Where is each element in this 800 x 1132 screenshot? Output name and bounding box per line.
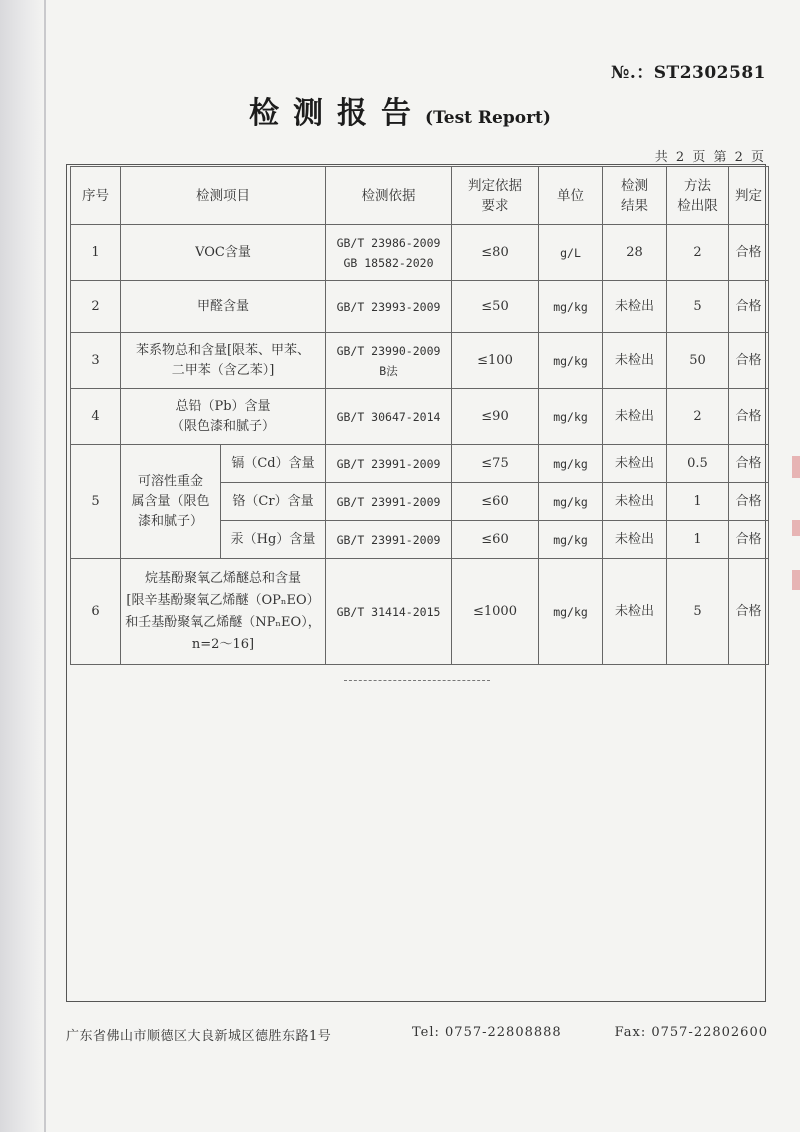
row-requirement: ≤1000 xyxy=(452,559,539,665)
row-result: 28 xyxy=(603,225,667,281)
row-seq: 2 xyxy=(71,281,121,333)
row-unit: mg/kg xyxy=(539,445,603,483)
row-seq: 4 xyxy=(71,389,121,445)
row-requirement: ≤50 xyxy=(452,281,539,333)
row-result: 未检出 xyxy=(603,445,667,483)
end-of-report-dashes xyxy=(344,680,490,681)
row-basis: GB/T 31414-2015 xyxy=(326,559,452,665)
footer-tel: Tel: 0757-22808888 xyxy=(412,1025,562,1040)
row-requirement: ≤80 xyxy=(452,225,539,281)
header-seq: 序号 xyxy=(71,167,121,225)
row-verdict: 合格 xyxy=(729,389,769,445)
row-limit: 1 xyxy=(667,483,729,521)
footer-address: 广东省佛山市顺德区大良新城区德胜东路1号 xyxy=(66,1029,332,1044)
row-result: 未检出 xyxy=(603,559,667,665)
row-sub-item: 镉（Cd）含量 xyxy=(221,445,326,483)
row-unit: g/L xyxy=(539,225,603,281)
row-result: 未检出 xyxy=(603,389,667,445)
row-requirement: ≤60 xyxy=(452,521,539,559)
row-unit: mg/kg xyxy=(539,483,603,521)
table-row xyxy=(71,445,769,483)
header-requirement: 判定依据 要求 xyxy=(452,167,539,225)
report-title-cn: 检测报告 xyxy=(249,96,426,131)
report-number: №.：ST2302581 xyxy=(610,63,766,83)
row-seq: 6 xyxy=(71,559,121,665)
header-result: 检测 结果 xyxy=(603,167,667,225)
row-seq: 3 xyxy=(71,333,121,389)
table-row xyxy=(71,559,769,665)
row-limit: 50 xyxy=(667,333,729,389)
row-verdict: 合格 xyxy=(729,483,769,521)
row-requirement: ≤60 xyxy=(452,483,539,521)
row-result: 未检出 xyxy=(603,483,667,521)
row-unit: mg/kg xyxy=(539,281,603,333)
row-basis: GB/T 23991-2009 xyxy=(326,521,452,559)
table-row xyxy=(71,389,769,445)
row-unit: mg/kg xyxy=(539,559,603,665)
page-indicator: 共 2 页 第 2 页 xyxy=(654,150,766,165)
row-sub-item: 铬（Cr）含量 xyxy=(221,483,326,521)
row-basis: GB/T 23991-2009 xyxy=(326,483,452,521)
row-requirement: ≤75 xyxy=(452,445,539,483)
row-result: 未检出 xyxy=(603,521,667,559)
row-basis: GB/T 23990-2009 B法 xyxy=(326,333,452,389)
row-sub-item: 汞（Hg）含量 xyxy=(221,521,326,559)
row-limit: 0.5 xyxy=(667,445,729,483)
row-limit: 2 xyxy=(667,389,729,445)
header-unit: 单位 xyxy=(539,167,603,225)
test-results-table xyxy=(70,166,769,665)
row-item: 烷基酚聚氧乙烯醚总和含量 [限辛基酚聚氧乙烯醚（OPₙEO） 和壬基酚聚氧乙烯醚（NPₙEO）， n=2～16] xyxy=(121,559,326,665)
row-unit: mg/kg xyxy=(539,333,603,389)
row-basis: GB/T 23991-2009 xyxy=(326,445,452,483)
row-basis: GB/T 23993-2009 xyxy=(326,281,452,333)
row-requirement: ≤90 xyxy=(452,389,539,445)
table-row xyxy=(71,225,769,281)
row-limit: 1 xyxy=(667,521,729,559)
scan-edge-line xyxy=(44,0,46,1132)
row-verdict: 合格 xyxy=(729,521,769,559)
row-verdict: 合格 xyxy=(729,445,769,483)
row-limit: 5 xyxy=(667,559,729,665)
row-unit: mg/kg xyxy=(539,389,603,445)
row-verdict: 合格 xyxy=(729,559,769,665)
table-row xyxy=(71,281,769,333)
seal-fragment xyxy=(792,570,800,590)
header-detection-limit: 方法 检出限 xyxy=(667,167,729,225)
row-result: 未检出 xyxy=(603,281,667,333)
table-header-row xyxy=(71,167,769,225)
row-seq: 5 xyxy=(71,445,121,559)
header-basis: 检测依据 xyxy=(326,167,452,225)
row-result: 未检出 xyxy=(603,333,667,389)
header-verdict: 判定 xyxy=(729,167,769,225)
row-basis: GB/T 23986-2009 GB 18582-2020 xyxy=(326,225,452,281)
scan-edge-shadow xyxy=(0,0,46,1132)
header-item: 检测项目 xyxy=(121,167,326,225)
seal-fragment xyxy=(792,456,800,478)
row-item: 苯系物总和含量[限苯、甲苯、 二甲苯（含乙苯）] xyxy=(121,333,326,389)
row-verdict: 合格 xyxy=(729,333,769,389)
row-verdict: 合格 xyxy=(729,225,769,281)
row-group-item: 可溶性重金 属含量（限色 漆和腻子） xyxy=(121,445,221,559)
row-item: 甲醛含量 xyxy=(121,281,326,333)
seal-fragment xyxy=(792,520,800,536)
row-basis: GB/T 30647-2014 xyxy=(326,389,452,445)
row-limit: 5 xyxy=(667,281,729,333)
row-requirement: ≤100 xyxy=(452,333,539,389)
row-verdict: 合格 xyxy=(729,281,769,333)
row-unit: mg/kg xyxy=(539,521,603,559)
row-item: VOC含量 xyxy=(121,225,326,281)
row-item: 总铅（Pb）含量 （限色漆和腻子） xyxy=(121,389,326,445)
row-seq: 1 xyxy=(71,225,121,281)
row-limit: 2 xyxy=(667,225,729,281)
report-title-en: (Test Report) xyxy=(425,108,551,128)
footer-fax: Fax: 0757-22802600 xyxy=(614,1025,768,1040)
table-row xyxy=(71,333,769,389)
report-title xyxy=(0,88,800,132)
